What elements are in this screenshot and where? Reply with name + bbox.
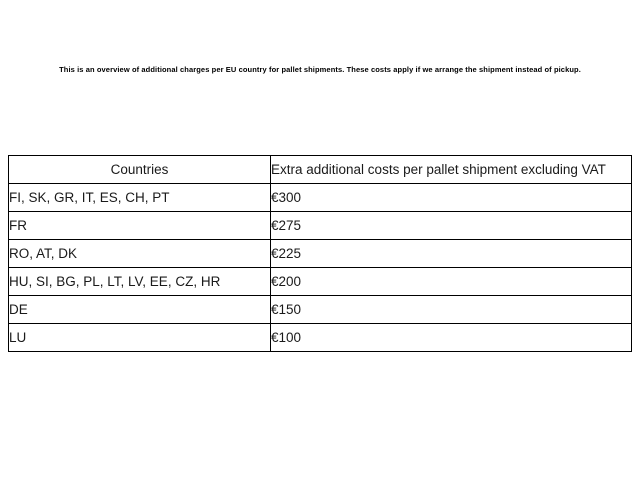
table-row [9, 268, 632, 296]
countries-cell: DE [9, 296, 271, 324]
cost-cell: €275 [271, 212, 632, 240]
cost-cell: €100 [271, 324, 632, 352]
countries-cell: FI, SK, GR, IT, ES, CH, PT [9, 184, 271, 212]
table-row [9, 184, 632, 212]
countries-cell: LU [9, 324, 271, 352]
countries-cell: HU, SI, BG, PL, LT, LV, EE, CZ, HR [9, 268, 271, 296]
charges-table-body [9, 184, 632, 352]
charges-table [8, 155, 632, 352]
cost-cell: €150 [271, 296, 632, 324]
table-row [9, 212, 632, 240]
countries-cell: FR [9, 212, 271, 240]
table-row [9, 240, 632, 268]
intro-text: This is an overview of additional charges per EU country for pallet shipments. These costs apply if we arrange the shipment instead of pickup. [59, 65, 581, 74]
column-header-countries: Countries [9, 156, 271, 184]
cost-cell: €225 [271, 240, 632, 268]
table-row [9, 296, 632, 324]
header-row [9, 156, 632, 184]
cost-cell: €200 [271, 268, 632, 296]
cost-cell: €300 [271, 184, 632, 212]
countries-cell: RO, AT, DK [9, 240, 271, 268]
column-header-costs: Extra additional costs per pallet shipment excluding VAT [271, 156, 632, 184]
charges-table-header [9, 156, 632, 184]
table-row [9, 324, 632, 352]
